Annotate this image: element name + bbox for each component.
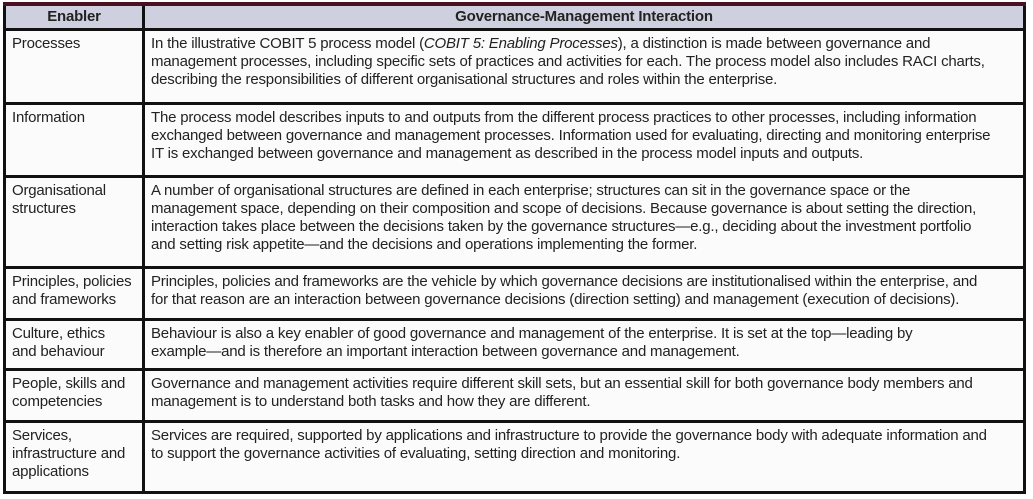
enabler-label: and frameworks xyxy=(12,291,116,308)
enabler-label: Principles, policies xyxy=(12,273,132,290)
description-line xyxy=(151,273,1017,291)
header-enabler: Enabler xyxy=(5,4,144,30)
description-text: to support the governance activities of evaluating, setting direction and monitoring. xyxy=(151,445,681,462)
enabler-cell xyxy=(5,320,144,370)
table-row xyxy=(5,370,1025,422)
interaction-cell xyxy=(144,320,1025,370)
enabler-cell xyxy=(5,268,144,320)
enabler-cell xyxy=(5,177,144,268)
description-line xyxy=(151,291,1017,309)
enabler-label: People, skills and xyxy=(12,375,126,392)
enabler-label: Processes xyxy=(12,35,81,52)
description-text: and setting risk appetite—and the decisions and operations implementing the former. xyxy=(151,236,698,253)
enabler-label: and behaviour xyxy=(12,343,105,360)
description-line xyxy=(151,375,1017,393)
enabler-cell xyxy=(5,104,144,177)
enabler-label: Services, xyxy=(12,427,72,444)
governance-management-table xyxy=(3,2,1026,494)
description-text: In the illustrative COBIT 5 process model ( xyxy=(151,35,424,52)
description-line xyxy=(151,71,1017,89)
interaction-cell xyxy=(144,177,1025,268)
description-line xyxy=(151,35,1017,53)
interaction-cell xyxy=(144,422,1025,493)
enabler-label: competencies xyxy=(12,393,103,410)
description-text: management space, depending on their composition and scope of decisions. Because governance is about setting the direction, xyxy=(151,200,977,217)
description-line xyxy=(151,393,1017,411)
description-text: example—and is therefore an important interaction between governance and management. xyxy=(151,343,740,360)
enabler-label: Organisational xyxy=(12,182,106,199)
description-line xyxy=(151,445,1017,463)
description-text: IT is exchanged between governance and management as described in the process model inputs and outputs. xyxy=(151,145,864,162)
interaction-cell xyxy=(144,370,1025,422)
description-text: Services are required, supported by applications and infrastructure to provide the governance body with adequate information and xyxy=(151,427,987,444)
description-line xyxy=(151,343,1017,361)
description-text: ), a distinction is made between governance and xyxy=(617,35,931,52)
description-text: interaction takes place between the decisions taken by the governance structures—e.g., deciding about the investment portfolio xyxy=(151,218,972,235)
description-line xyxy=(151,127,1017,145)
enabler-label: Information xyxy=(12,109,85,126)
table-row xyxy=(5,30,1025,104)
description-line xyxy=(151,200,1017,218)
description-line xyxy=(151,427,1017,445)
enabler-label: Culture, ethics xyxy=(12,325,105,342)
description-line xyxy=(151,53,1017,71)
description-text: Governance and management activities require different skill sets, but an essential skill for both governance body members and xyxy=(151,375,973,392)
table-row xyxy=(5,177,1025,268)
enabler-cell xyxy=(5,30,144,104)
description-line xyxy=(151,325,1017,343)
description-line xyxy=(151,218,1017,236)
description-text: Behaviour is also a key enabler of good governance and management of the enterprise. It is set at the top—leading by xyxy=(151,325,913,342)
enabler-label: infrastructure and xyxy=(12,445,126,462)
table-row xyxy=(5,268,1025,320)
interaction-cell xyxy=(144,30,1025,104)
enabler-cell xyxy=(5,370,144,422)
table-row xyxy=(5,422,1025,493)
description-text: describing the responsibilities of different organisational structures and roles within the enterprise. xyxy=(151,71,778,88)
description-text: Principles, policies and frameworks are the vehicle by which governance decisions are institutionalised within the enterprise, and xyxy=(151,273,978,290)
description-text: management is to understand both tasks and how they are different. xyxy=(151,393,591,410)
description-text: for that reason are an interaction between governance decisions (direction setting) and management (execution of decisions). xyxy=(151,291,960,308)
description-line xyxy=(151,109,1017,127)
interaction-cell xyxy=(144,104,1025,177)
description-text: The process model describes inputs to and outputs from the different process practices to other processes, including information xyxy=(151,109,977,126)
enabler-label: structures xyxy=(12,200,76,217)
enabler-label: applications xyxy=(12,463,89,480)
table-row xyxy=(5,104,1025,177)
description-text: A number of organisational structures are defined in each enterprise; structures can sit in the governance space or the xyxy=(151,182,911,199)
description-line xyxy=(151,236,1017,254)
description-text: management processes, including specific sets of practices and activities for each. The process model also includes RACI charts, xyxy=(151,53,985,70)
interaction-cell xyxy=(144,268,1025,320)
enabler-cell xyxy=(5,422,144,493)
header-row xyxy=(5,4,1025,30)
table-row xyxy=(5,320,1025,370)
description-line xyxy=(151,145,1017,163)
description-line xyxy=(151,182,1017,200)
description-text: exchanged between governance and management processes. Information used for evaluating, directing and monitoring enterprise xyxy=(151,127,991,144)
header-interaction: Governance-Management Interaction xyxy=(144,4,1025,30)
publication-title: COBIT 5: Enabling Processes xyxy=(423,35,618,52)
